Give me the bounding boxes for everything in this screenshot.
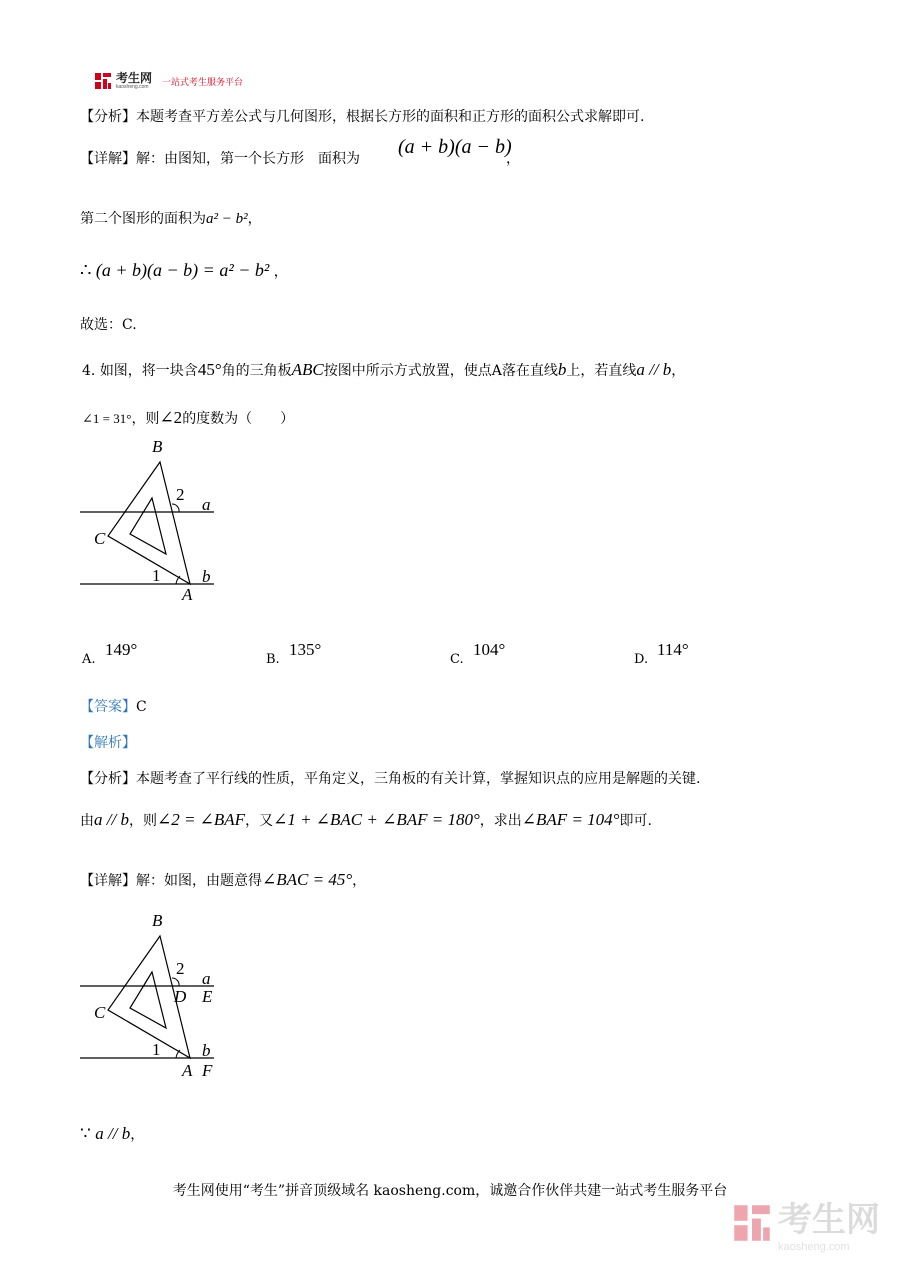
option-a-value: 149° bbox=[105, 640, 138, 659]
question-given: ∠1 = 31° bbox=[82, 411, 132, 426]
answer-line bbox=[80, 696, 147, 716]
prev-detail-line bbox=[80, 148, 360, 168]
solution-line2-d: ，求出 bbox=[479, 813, 522, 829]
solution-line2-m3: ∠1 + ∠BAC + ∠BAF = 180° bbox=[273, 810, 480, 829]
question-text-1: 如图，将一块含 bbox=[99, 363, 198, 379]
answer-tag: 【答案】 bbox=[80, 699, 136, 715]
label-1: 1 bbox=[152, 566, 161, 585]
question-text-2: 角的三角板 bbox=[221, 363, 292, 379]
option-d-letter: D. bbox=[634, 652, 649, 667]
label-b: b bbox=[202, 567, 211, 586]
label-A: A bbox=[182, 585, 193, 604]
option-d-value: 114° bbox=[657, 640, 689, 659]
prev-analysis-tag: 【分析】 bbox=[80, 109, 136, 125]
watermark-domain: kaosheng.com bbox=[778, 1241, 850, 1253]
triangle-inner bbox=[130, 498, 166, 554]
logo-name: 考生网 bbox=[116, 70, 153, 85]
label-b-2: b bbox=[202, 1041, 211, 1060]
solution-analysis-text: 本题考查了平行线的性质，平角定义，三角板的有关计算，掌握知识点的应用是解题的关键. bbox=[136, 771, 701, 787]
prev-answer-line: 故选：C. bbox=[80, 317, 137, 333]
option-c-value: 104° bbox=[473, 640, 506, 659]
solution-line2-c: ，又 bbox=[245, 813, 274, 829]
solution-line2-m2: ∠2 = ∠BAF bbox=[156, 810, 246, 829]
answer-value: C bbox=[136, 699, 147, 715]
because-symbol: ∵ bbox=[80, 1124, 91, 1144]
label-1-2: 1 bbox=[152, 1040, 161, 1059]
triangle-inner-2 bbox=[130, 972, 166, 1028]
logo-slogan: 一站式考生服务平台 bbox=[162, 77, 244, 88]
prev-detail-tag: 【详解】 bbox=[80, 151, 136, 167]
question-4-line-1 bbox=[82, 360, 685, 380]
label-C: C bbox=[94, 529, 106, 548]
label-C-2: C bbox=[94, 1003, 106, 1022]
question-text-6: ，则 bbox=[131, 411, 160, 427]
figure-2-triangle bbox=[80, 906, 230, 1084]
solution-detail-tag: 【详解】 bbox=[80, 873, 136, 889]
prev-analysis-text: 本题考查平方差公式与几何图形，根据长方形的面积和正方形的面积公式求解即可. bbox=[136, 109, 645, 125]
option-b-value: 135° bbox=[289, 640, 322, 659]
solution-line2-e: 即可. bbox=[619, 813, 652, 829]
label-2: 2 bbox=[176, 485, 185, 504]
solution-line-2 bbox=[80, 810, 652, 830]
prev-detail-text: 解：由图知，第一个长方形 面积为 bbox=[136, 151, 360, 167]
prev-second-prefix: 第二个图形的面积为 bbox=[80, 211, 206, 227]
label-a: a bbox=[202, 495, 211, 514]
because-end: ， bbox=[130, 1127, 145, 1143]
watermark-logo-icon bbox=[732, 1203, 772, 1243]
prev-therefore-end: ， bbox=[273, 264, 288, 280]
analysis-header: 【解析】 bbox=[80, 735, 136, 751]
question-text-5: ， bbox=[671, 363, 686, 379]
question-text-3: 按图中所示方式放置，使点A落在直线 bbox=[323, 363, 558, 379]
prev-second-math: a² − b² bbox=[206, 211, 248, 227]
prev-therefore-line bbox=[80, 260, 288, 281]
label-2-2: 2 bbox=[176, 959, 185, 978]
because-math: a // b bbox=[95, 1124, 131, 1143]
question-text-7: 的度数为（ ） bbox=[182, 411, 295, 427]
label-A-2: A bbox=[182, 1061, 193, 1080]
solution-line2-m1: a // b bbox=[94, 810, 129, 829]
angle-2-arc bbox=[172, 504, 179, 512]
question-line-b: b bbox=[557, 360, 567, 379]
prev-analysis-line bbox=[80, 106, 644, 126]
because-line bbox=[80, 1124, 144, 1144]
logo-mark-icon bbox=[94, 72, 112, 90]
page-footer: 考生网使用“考生”拼音顶级域名 kaosheng.com，诚邀合作伙伴共建一站式考生服务平台 bbox=[172, 1183, 728, 1199]
option-a-letter: A. bbox=[82, 652, 96, 667]
option-b-letter: B. bbox=[266, 652, 280, 667]
solution-detail-end: ， bbox=[352, 873, 367, 889]
question-ask-angle: ∠2 bbox=[159, 408, 183, 427]
label-B-2: B bbox=[152, 911, 163, 930]
solution-analysis-line bbox=[80, 768, 700, 788]
question-4-line-2 bbox=[82, 408, 294, 428]
watermark bbox=[732, 1192, 880, 1253]
question-number: 4. bbox=[82, 363, 96, 379]
prev-therefore-math: (a + b)(a − b) = a² − b² bbox=[95, 260, 270, 280]
question-angle-45: 45° bbox=[197, 360, 222, 379]
option-c-letter: C. bbox=[450, 652, 464, 667]
question-text-4: 上，若直线 bbox=[566, 363, 637, 379]
logo-domain: kaosheng.com bbox=[116, 83, 149, 90]
label-F-2: F bbox=[202, 1061, 213, 1080]
solution-analysis-tag: 【分析】 bbox=[80, 771, 136, 787]
solution-line2-a: 由 bbox=[80, 813, 94, 829]
site-logo[interactable] bbox=[94, 72, 243, 90]
solution-detail-math: ∠BAC = 45° bbox=[262, 870, 353, 889]
solution-detail-line bbox=[80, 870, 366, 890]
prev-detail-math: (a + b)(a − b) bbox=[398, 136, 512, 158]
prev-second-end: ， bbox=[247, 211, 262, 227]
triangle-outer bbox=[108, 462, 190, 584]
label-E-2: E bbox=[202, 987, 213, 1006]
figure-1-triangle bbox=[80, 432, 230, 607]
question-triangle-name: ABC bbox=[291, 360, 324, 379]
angle-2-arc-2 bbox=[172, 978, 179, 986]
prev-second-line bbox=[80, 208, 262, 228]
label-B: B bbox=[152, 437, 163, 456]
question-parallel: a // b bbox=[636, 360, 672, 379]
label-a-2: a bbox=[202, 969, 211, 988]
solution-line2-m4: ∠BAF = 104° bbox=[521, 810, 620, 829]
prev-detail-end: ， bbox=[506, 151, 520, 167]
watermark-name: 考生网 bbox=[778, 1200, 880, 1240]
solution-line2-b: ，则 bbox=[128, 813, 157, 829]
solution-detail-text: 解：如图，由题意得 bbox=[136, 873, 262, 889]
therefore-symbol: ∴ bbox=[80, 260, 92, 281]
label-D-2: D bbox=[174, 987, 187, 1006]
